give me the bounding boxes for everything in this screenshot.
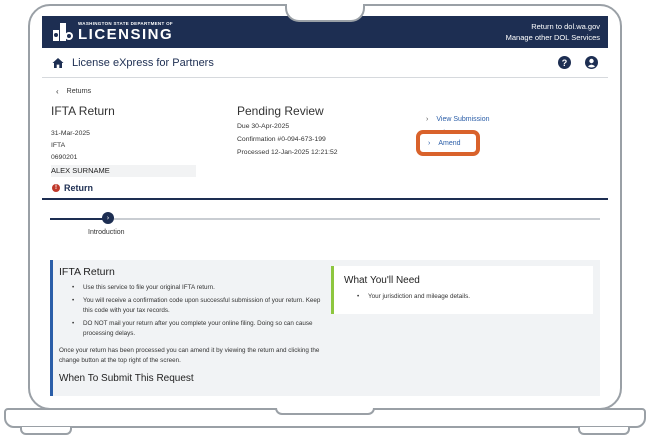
amend-label: Amend bbox=[438, 139, 461, 147]
chevron-right-icon: › bbox=[426, 115, 429, 123]
status-details bbox=[237, 104, 338, 159]
screen bbox=[42, 16, 608, 396]
app-title: License eXpress for Partners bbox=[72, 56, 214, 69]
confirmation-number: Confirmation #0-094-673-199 bbox=[237, 136, 326, 143]
what-you-need-list bbox=[344, 292, 583, 302]
logo-licensing: LICENSING bbox=[78, 25, 174, 43]
app-bar bbox=[42, 48, 608, 78]
instructions-list bbox=[59, 283, 329, 339]
logo-agency: WASHINGTON STATE DEPARTMENT OF bbox=[78, 21, 173, 27]
list-item: • Your jurisdiction and mileage details. bbox=[344, 292, 583, 302]
customer-name: ALEX SURNAME bbox=[51, 165, 196, 177]
account-number: 0690201 bbox=[51, 154, 78, 161]
list-item: • DO NOT mail your return after you complete your online filing. Doing so can cause processing delays. bbox=[59, 319, 329, 339]
chevron-right-icon: › bbox=[428, 139, 431, 147]
breadcrumb[interactable] bbox=[42, 78, 608, 98]
step-introduction-label: Introduction bbox=[88, 229, 125, 236]
what-you-need-card bbox=[331, 266, 593, 314]
amend-instructions: Once your return has been processed you can amend it by viewing the return and clicking the change button at the top right of the screen. bbox=[59, 347, 320, 364]
return-type: IFTA bbox=[51, 142, 66, 149]
manage-services-link[interactable]: Manage other DOL Services bbox=[505, 33, 600, 42]
instructions-title: IFTA Return bbox=[59, 266, 115, 278]
return-date: 31-Mar-2025 bbox=[51, 130, 90, 137]
section-return-header bbox=[42, 180, 608, 196]
stepper-track bbox=[50, 218, 600, 220]
return-summary bbox=[42, 98, 608, 180]
what-you-need-title: What You'll Need bbox=[344, 275, 420, 286]
banner-links bbox=[506, 21, 600, 43]
view-submission-label: View Submission bbox=[436, 115, 490, 123]
alert-icon: ! bbox=[52, 184, 60, 192]
laptop-base-groove bbox=[275, 408, 375, 415]
summary-details bbox=[51, 104, 196, 177]
list-item: • Use this service to file your original IFTA return. bbox=[59, 283, 329, 293]
instructions-card bbox=[59, 266, 329, 384]
processed-date: Processed 12-Jan-2025 12:21:52 bbox=[237, 149, 338, 156]
return-title: IFTA Return bbox=[51, 104, 115, 118]
due-date: Due 30-Apr-2025 bbox=[237, 123, 290, 130]
when-to-submit-title: When To Submit This Request bbox=[59, 373, 194, 384]
amend-link[interactable] bbox=[416, 130, 480, 156]
stepper-track-complete bbox=[50, 218, 106, 220]
app-bar-right bbox=[558, 56, 598, 69]
view-submission-link[interactable] bbox=[426, 112, 490, 126]
dol-logo[interactable] bbox=[52, 22, 173, 42]
laptop-camera-notch bbox=[285, 4, 365, 22]
chevron-left-icon: ‹ bbox=[56, 86, 59, 96]
user-account-icon[interactable] bbox=[585, 56, 598, 69]
laptop-foot-right bbox=[578, 427, 630, 435]
status-title: Pending Review bbox=[237, 104, 324, 118]
home-icon[interactable] bbox=[52, 57, 64, 69]
logo-text bbox=[78, 22, 173, 42]
content-panel bbox=[50, 260, 600, 396]
breadcrumb-returns[interactable]: Returns bbox=[66, 87, 92, 95]
app-bar-left bbox=[52, 57, 214, 69]
section-title: Return bbox=[64, 183, 93, 193]
laptop-foot-left bbox=[20, 427, 72, 435]
dol-logo-icon bbox=[52, 22, 74, 42]
help-icon[interactable]: ? bbox=[558, 56, 571, 69]
step-introduction-marker[interactable]: › bbox=[102, 212, 114, 224]
list-item: • You will receive a confirmation code upon successful submission of your return. Keep this code with your tax records. bbox=[59, 296, 329, 316]
return-to-dol-link[interactable]: Return to dol.wa.gov bbox=[531, 22, 600, 31]
progress-stepper bbox=[42, 200, 608, 240]
